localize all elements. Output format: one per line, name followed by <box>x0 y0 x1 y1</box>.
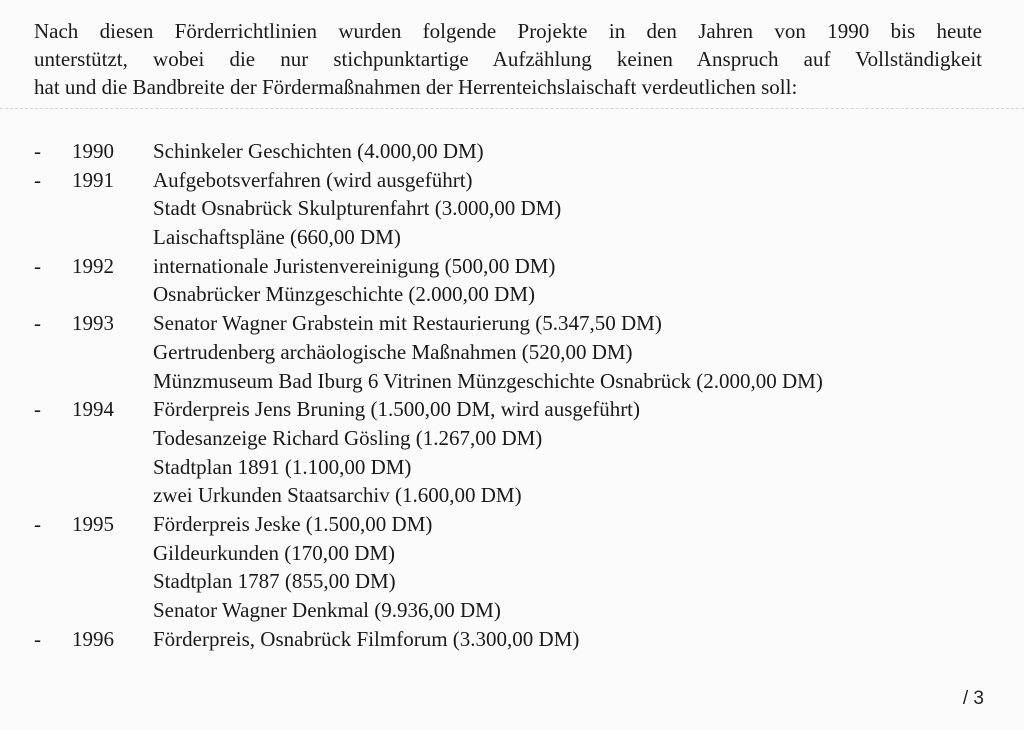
project-entry: Todesanzeige Richard Gösling (1.267,00 DM) <box>153 425 543 450</box>
project-list <box>34 137 994 653</box>
list-item <box>34 280 994 309</box>
year-label: 1996 <box>72 626 114 651</box>
list-item <box>34 309 994 338</box>
project-entry: Aufgebotsverfahren (wird ausgeführt) <box>153 167 473 192</box>
intro-line-3: hat und die Bandbreite der Fördermaßnahmen der Herrenteichslaischaft verdeutlichen soll: <box>34 75 798 99</box>
project-entry: zwei Urkunden Staatsarchiv (1.600,00 DM) <box>153 483 522 508</box>
year-label: 1993 <box>72 311 114 336</box>
list-bullet-dash: - <box>34 511 41 536</box>
year-label: 1990 <box>72 139 114 163</box>
scan-artifact-line <box>0 108 1024 109</box>
list-item <box>34 596 994 625</box>
project-entry: Stadtplan 1787 (855,00 DM) <box>153 569 396 594</box>
project-entry: Münzmuseum Bad Iburg 6 Vitrinen Münzgeschichte Osnabrück (2.000,00 DM) <box>153 368 823 393</box>
list-item <box>34 252 994 281</box>
list-item <box>34 223 994 252</box>
project-entry: Senator Wagner Denkmal (9.936,00 DM) <box>153 598 501 622</box>
list-item <box>34 453 994 482</box>
list-item <box>34 424 994 453</box>
project-entry: Stadt Osnabrück Skulpturenfahrt (3.000,00 DM) <box>153 196 562 221</box>
intro-paragraph <box>34 17 982 101</box>
list-item <box>34 166 994 195</box>
list-bullet-dash: - <box>34 253 41 278</box>
list-item <box>34 338 994 367</box>
project-entry: Gertrudenberg archäologische Maßnahmen (520,00 DM) <box>153 339 633 364</box>
year-label: 1995 <box>72 511 114 536</box>
list-bullet-dash: - <box>34 311 41 336</box>
list-item <box>34 539 994 568</box>
year-label: 1991 <box>72 167 114 192</box>
list-bullet-dash: - <box>34 167 41 192</box>
year-label: 1994 <box>72 397 114 422</box>
project-entry: Förderpreis Jeske (1.500,00 DM) <box>153 511 433 536</box>
project-entry: Laischaftspläne (660,00 DM) <box>153 225 401 250</box>
list-bullet-dash: - <box>34 139 41 163</box>
list-item <box>34 194 994 223</box>
list-bullet-dash: - <box>34 626 41 651</box>
project-entry: Förderpreis Jens Bruning (1.500,00 DM, wird ausgeführt) <box>153 397 641 422</box>
project-entry: Schinkeler Geschichten (4.000,00 DM) <box>153 139 484 163</box>
page-number: / 3 <box>962 688 984 709</box>
list-item <box>34 481 994 510</box>
project-entry: Förderpreis, Osnabrück Filmforum (3.300,00 DM) <box>153 626 580 651</box>
list-item <box>34 625 994 654</box>
project-entry: Senator Wagner Grabstein mit Restaurierung (5.347,50 DM) <box>153 311 662 336</box>
intro-line-1: Nach diesen Förderrichtlinien wurden folgende Projekte in den Jahren von 1990 bis heute <box>34 19 982 43</box>
list-item <box>34 567 994 596</box>
list-bullet-dash: - <box>34 397 41 422</box>
list-item <box>34 510 994 539</box>
list-item <box>34 395 994 424</box>
project-entry: Gildeurkunden (170,00 DM) <box>153 540 396 565</box>
intro-line-2: unterstützt, wobei die nur stichpunktartige Aufzählung keinen Anspruch auf Vollständigkeit <box>34 47 982 71</box>
year-label: 1992 <box>72 253 114 278</box>
list-item <box>34 137 994 166</box>
list-item <box>34 367 994 396</box>
project-entry: internationale Juristenvereinigung (500,00 DM) <box>153 253 556 278</box>
project-entry: Osnabrücker Münzgeschichte (2.000,00 DM) <box>153 282 535 307</box>
project-entry: Stadtplan 1891 (1.100,00 DM) <box>153 454 412 479</box>
